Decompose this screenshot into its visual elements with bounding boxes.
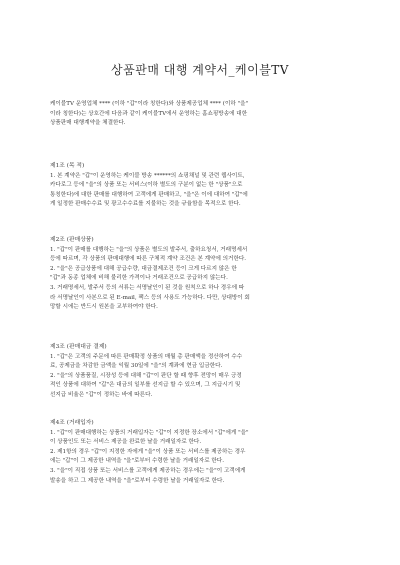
- section-line: 라 서명날인이 사본으로 된 E-mail, 팩스 등의 사용도 가능하다. 다만, 상대방이 회: [50, 294, 250, 301]
- section-heading: 제4조 (거래입자): [50, 420, 94, 426]
- section-line: 2. "을"은 공급상품에 대해 공급수량, 대금결제조건 등이 크게 다르지 않은 한: [50, 265, 237, 272]
- section-line: 3. 거래명세서, 발주서 등의 서류는 서명날인이 된 것을 원칙으로 하나 경우에 따: [50, 284, 245, 291]
- intro-line: 케이블TV 운영업체 **** (이하 "갑"이라 칭한다)와 상품제공업체 **** (이하 "을": [50, 101, 249, 107]
- section-line: 1. "갑"이 판매대행하는 상품의 거래입자는 "갑"이 지정한 장소에서 "갑"에게 "을": [50, 429, 249, 436]
- intro-line: 상품판매 대행계약을 체결한다.: [50, 120, 126, 127]
- intro-line: 이라 칭한다)는 상호간에 다음과 같이 케이블TV에서 운영하는 홈쇼핑방송에 대한: [50, 110, 248, 117]
- section-line: 선지급 비율은 "갑"이 정하는 바에 따른다.: [50, 391, 153, 398]
- intro-paragraph: [50, 100, 350, 129]
- section-line: 적인 상품에 대하여 "갑"은 대금의 일부를 선지급 할 수 있으며, 그 지급시기 및: [50, 382, 241, 389]
- section-article-1: [50, 162, 350, 210]
- section-heading: 제3조 (판매대금 결제): [50, 344, 107, 350]
- section-line: 료, 공제금을 차감한 금액을 익월 30일에 "을"의 계좌에 현금 입금한다.: [50, 363, 223, 370]
- section-article-2: [50, 236, 350, 313]
- section-line: "갑"과 동종 업체에 비해 불리한 가격이나 거래조건으로 공급하지 않는다.: [50, 275, 228, 282]
- section-article-4: [50, 419, 350, 486]
- section-line: 1. "갑"은 고객의 주문에 따른 판매확정 상품의 매월 총 판매액을 정산하여 수수: [50, 353, 243, 360]
- section-line: 1. "갑"이 판매를 대행하는 "을"의 상품은 별도의 발주서, 출하요청서, 거래명세서: [50, 246, 248, 253]
- section-line: 등에 따르며, 각 상품의 판매대행에 따른 구체적 계약 조건은 본 계약에 의거한다.: [50, 256, 247, 263]
- section-line: 2. "을"의 상품품질, 시장성 등에 대해 "갑"이 판단 할 때 향후 전망이 매우 긍정: [50, 372, 242, 379]
- section-line: 3. "을"이 직접 상품 또는 서비스를 고객에게 제공하는 경우에는 "을"이 고객에게: [50, 467, 246, 474]
- section-line: 통칭한다)에 대한 판매를 대행하여 고객에게 판매하고, "을"은 이에 대하여 "갑"에: [50, 191, 248, 198]
- section-line: 에는 "갑"이 그 제공한 내역을 "을"로부터 수령한 날을 거래일자로 한다.: [50, 458, 224, 465]
- section-heading: 제1조 (목 적): [50, 163, 85, 169]
- document-title: 상품판매 대행 계약서_케이블TV: [111, 63, 289, 77]
- section-line: 카다로그 등에 "을"의 상품 또는 서비스(이하 별도의 구분이 없는 한 "상품"으로: [50, 182, 243, 189]
- section-line: 2. 제1항의 경우 "갑"이 지정한 자에게 "을"이 상품 또는 서비스를 제공하는 경우: [50, 448, 246, 455]
- section-line: 게 일정한 판매수수료 및 광고수수료를 지불하는 것을 규율함을 목적으로 한다.: [50, 201, 241, 208]
- section-line: 이 상품인도 또는 서비스 제공을 완료한 날을 거래일자로 한다.: [50, 439, 202, 446]
- section-line: 발송을 하고 그 제공한 내역을 "을"로부터 수령한 날을 거래일자로 한다.: [50, 477, 225, 484]
- section-line: 1. 본 계약은 "갑"이 운영하는 케이블 방송 ******의 쇼핑채널 및 관련 웹사이트,: [50, 172, 245, 179]
- section-line: 망할 시에는 반드시 원본을 교부하여야 한다.: [50, 304, 158, 311]
- section-heading: 제2조 (판매상품): [50, 237, 94, 243]
- section-article-3: [50, 343, 350, 401]
